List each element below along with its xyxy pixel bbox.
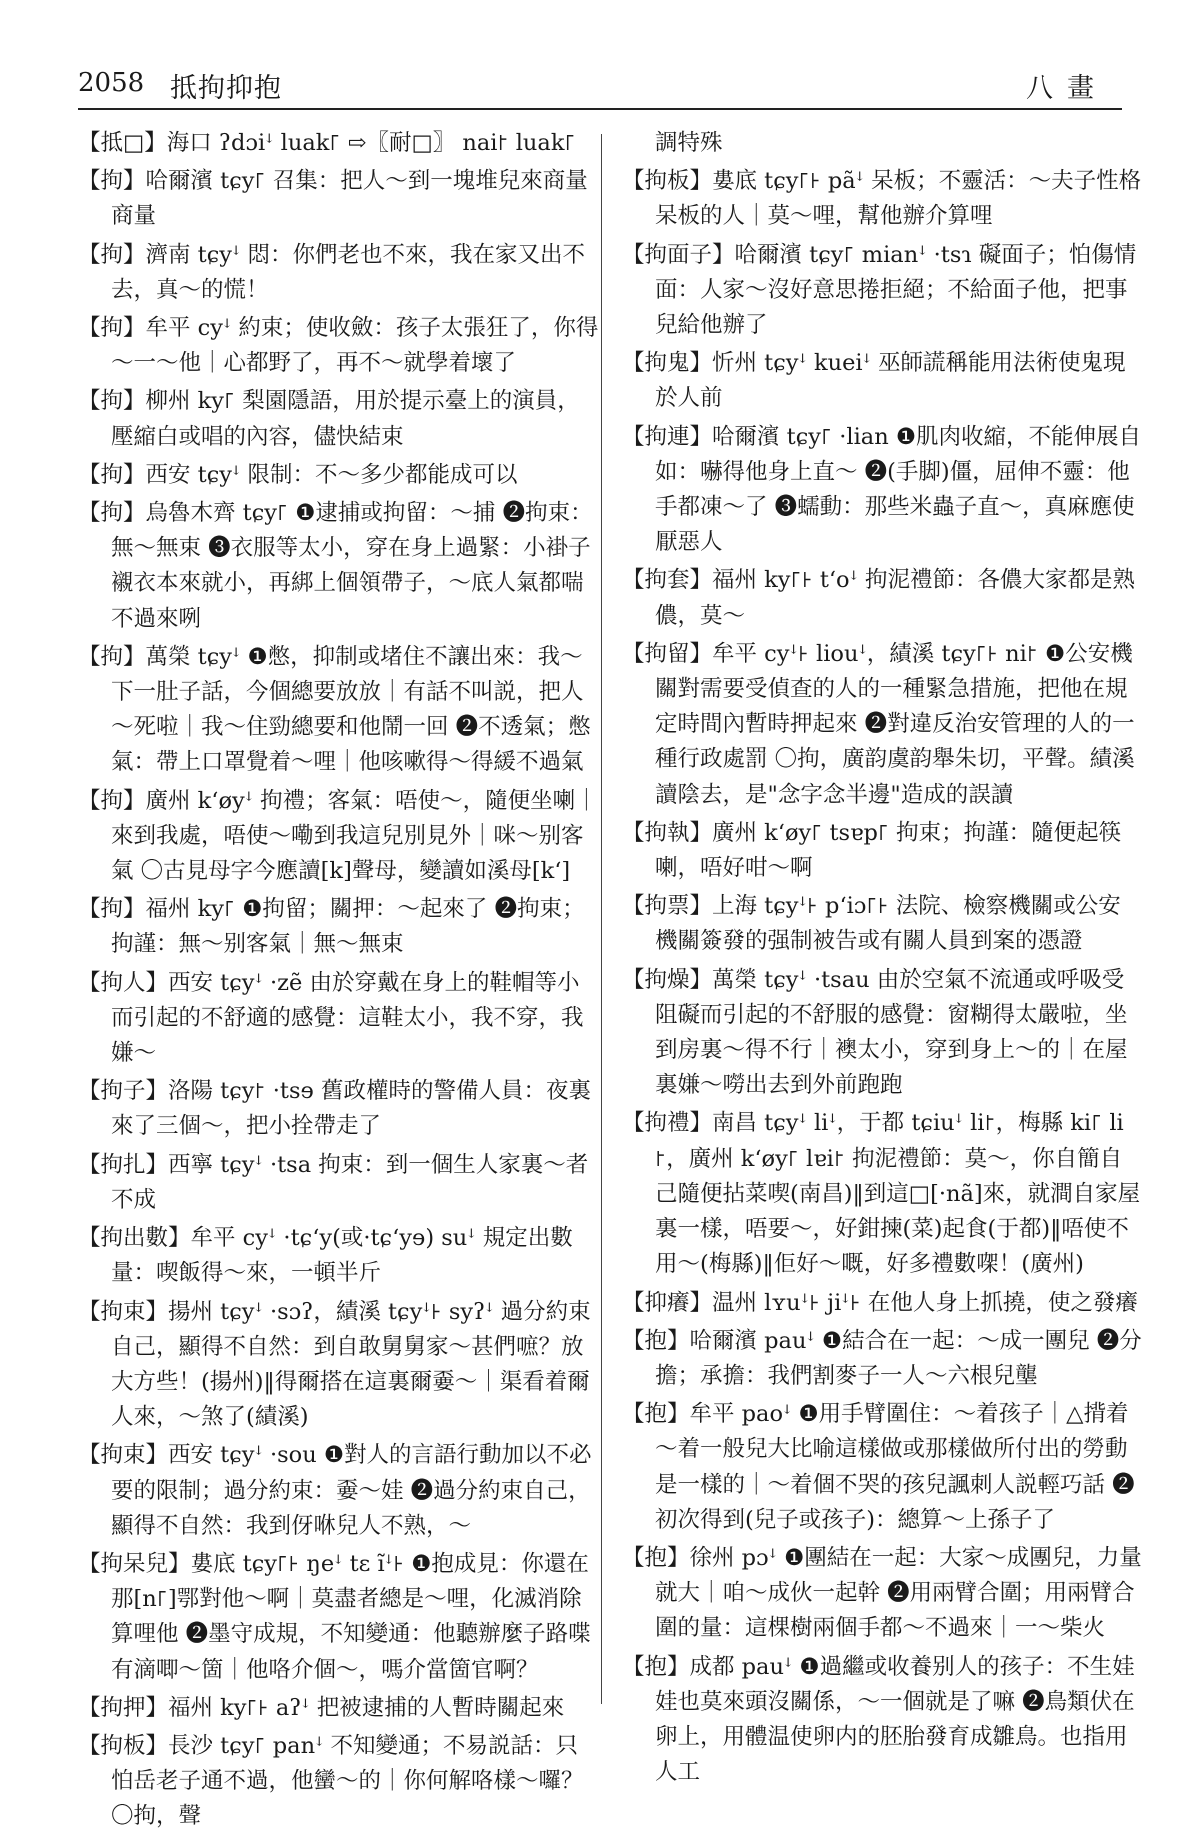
dictionary-entry: 【拘】萬榮 tɕyꜜ ❶憋，抑制或堵住不讓出來：我～下一肚子話，今個總要放放｜有話不叫説，把人～死啦｜我～住勁總要和他鬧一回 ❷不透氣；憋氣：帶上口罩覺着～哩｜他咳嗽得～得緩不過氣: [78, 643, 591, 776]
dictionary-entry: 【拘束】揚州 tɕyꜜ ·sɔʔ，績溪 tɕyꜜ꜔ syʔꜜ 過分約束自己，顯得不自然：到自敢舅舅家～甚們嗻？放大方些！(揚州)‖得爾搭在這裏爾嫑～｜渠看着爾人來，～煞了(績溪): [78, 1298, 591, 1431]
dictionary-entry: 【拘燥】萬榮 tɕyꜜ ·tsau 由於空氣不流通或呼吸受阻礙而引起的不舒服的感覺：窗糊得太嚴啦，坐到房裏～得不行｜襖太小，穿到身上～的｜在屋裏嫌～嘮出去到外前跑跑: [622, 966, 1128, 1099]
dictionary-entry: 【拘票】上海 tɕyꜜ꜔ pʻiɔ꜒꜔ 法院、檢察機關或公安機關簽發的强制被告或有關人員到案的憑證: [622, 893, 1121, 955]
dictionary-entry: 【拘】哈爾濱 tɕy꜒ 召集：把人～到一塊堆兒來商量商量: [78, 168, 588, 230]
dictionary-entry: 【拘連】哈爾濱 tɕy꜒ ·lian ❶肌肉收縮，不能伸展自如：嚇得他身上直～ ❷(手脚)僵，屈伸不靈：他手都凍～了 ❸蠕動：那些米蟲子直～，真麻應使厭惡人: [622, 423, 1142, 556]
dictionary-entry: 【拘呆兒】婁底 tɕy꜒꜔ ŋeꜜ tɛ ĩꜜ꜔ ❶抱成見：你還在那[n꜒]鄂對他～啊｜莫盡者總是～哩，化滅消除算哩他 ❷墨守成規，不知變通：他聽辦麼子路喋有滴唧～箇｜他咯介個～，嗎介當箇官啊？: [78, 1550, 591, 1683]
dictionary-entry: 【抱】徐州 pɔꜜ ❶團結在一起：大家～成團兒，力量就大｜咱～成伙一起幹 ❷用兩臂合圍；用兩臂合圍的量：這棵樹兩個手都～不過來｜一～柴火: [622, 1544, 1142, 1642]
page-number: 2058: [78, 68, 145, 98]
column-divider: [601, 134, 602, 1704]
dictionary-entry: 【拘束】西安 tɕyꜜ ·sou ❶對人的言語行動加以不必要的限制；過分約束：嫑～娃 ❷過分約束自己，顯得不自然：我到伢咻兒人不熟，～: [78, 1442, 592, 1539]
section-label: 八畫: [1026, 73, 1108, 104]
continued-text: 調特殊: [655, 130, 723, 156]
dictionary-entry: 【抱】哈爾濱 pauꜜ ❶結合在一起：～成一團兒 ❷分擔；承擔：我們割麥子一人～六根兒壟: [622, 1327, 1142, 1389]
dictionary-entry: 【抑癢】温州 lʏuꜜ꜔ jiꜜ꜔ 在他人身上抓撓，使之發癢: [622, 1289, 1138, 1316]
dictionary-entry: 【拘面子】哈爾濱 tɕy꜒ mianꜜ ·tsɿ 礙面子；怕傷情面：人家～沒好意思捲拒絕；不給面子他，把事兒給他辦了: [622, 241, 1137, 339]
left-column: [78, 126, 599, 1838]
dictionary-entry: 【拘子】洛陽 tɕy꜓ ·tsɘ 舊政權時的警備人員：夜裏來了三個～，把小拴帶走了: [78, 1078, 591, 1140]
right-column: [622, 126, 1143, 1793]
dictionary-entry: 【拘】廣州 kʻøyꜜ 拘禮；客氣：唔使～，隨便坐喇｜來到我處，唔使～嘞到我這兒別見外｜咪～别客氣 〇古見母字今應讀[k]聲母，變讀如溪母[kʻ]: [78, 787, 598, 885]
dictionary-entry: 【拘套】福州 ky꜒꜔ tʻoꜜ 拘泥禮節：各儂大家都是熟儂，莫～: [622, 567, 1136, 629]
dictionary-entry: 【抱】牟平 paoꜜ ❶用手臂圍住：～着孩子｜△揹着～着一般兒大比喻這樣做或那樣做所付出的勞動是一樣的｜～着個不哭的孩兒諷刺人説輕巧話 ❷初次得到(兒子或孩子)：總算～上孫子了: [622, 1401, 1135, 1533]
dictionary-entry: 【拘押】福州 ky꜒꜔ aʔꜜ 把被逮捕的人暫時關起來: [78, 1694, 565, 1721]
dictionary-entry: 【拘留】牟平 cyꜜ꜔ liouꜜ，績溪 tɕy꜒꜔ ni꜓ ❶公安機關對需要受偵查的人的一種緊急措施，把他在規定時間內暫時押起來 ❷對違反治安管理的人的一種行政處罰 〇拘，廣韵虞韵舉朱切，平聲。績溪讀陰去，是"念字念半邊"造成的誤讀: [622, 640, 1135, 808]
dictionary-entry: 【拘執】廣州 kʻøy꜒ tsɐp꜒ 拘束；拘謹：隨便起筷喇，唔好咁～啊: [622, 819, 1122, 882]
dictionary-entry: 【拘】濟南 tɕyꜜ 悶：你們老也不來，我在家又出不去，真～的慌！: [78, 241, 585, 303]
dictionary-entry: 【拘板】婁底 tɕy꜒꜔ pãꜜ 呆板；不靈活：～夫子性格呆板的人｜莫～哩，幫他辦介算哩: [622, 168, 1142, 230]
dictionary-entry: 【拘】西安 tɕyꜜ 限制：不～多少都能成可以: [78, 461, 518, 488]
header-headwords: 抵拘抑抱: [170, 73, 282, 104]
dictionary-entry: 【抵□】海口 ʔdɔiꜜ luak꜒ ⇨〖耐□〗 nai꜓ luak꜒: [78, 130, 576, 156]
dictionary-entry: 【拘禮】南昌 tɕyꜜ liꜜ，于都 tɕiuꜜ li꜓，梅縣 ki꜒ li꜓，廣州 kʻøy꜒ lɐi꜓ 拘泥禮節：莫～，你自簡自己隨便拈菜喫(南昌)‖到這□[·nã]來，就澗自家屋裏一樣，唔要～，好鉗揀(菜)起食(于都)‖唔使不用～(梅縣)‖佢好～嘅，好多禮數㗎！(廣州): [622, 1110, 1141, 1278]
dictionary-entry: 【拘人】西安 tɕyꜜ ·zẽ 由於穿戴在身上的鞋帽等小而引起的不舒適的感覺：這鞋太小，我不穿，我嫌～: [78, 969, 584, 1067]
dictionary-entry: 【拘】福州 ky꜒ ❶拘留；關押：～起來了 ❷拘束；拘謹：無～别客氣｜無～無束: [78, 896, 585, 958]
dictionary-entry: 【拘鬼】忻州 tɕyꜜ kueiꜜ 巫師謊稱能用法術使鬼現於人前: [622, 350, 1126, 412]
page-header: [78, 62, 1122, 106]
dictionary-entry: 【拘出數】牟平 cyꜜ ·tɕʻy(或·tɕʻyɘ) suꜜ 規定出數量：喫飯得～來，一頓半斤: [78, 1225, 573, 1287]
dictionary-entry: 【拘板】長沙 tɕy꜒ panꜜ 不知變通；不易説話：只怕岳老子通不過，他蠻～的｜你何解咯樣～囉？〇拘，聲: [78, 1732, 584, 1830]
dictionary-entry: 【抱】成都 pauꜜ ❶過繼或收養别人的孩子：不生娃娃也莫來頭沒關係，～一個就是了嘛 ❷鳥類伏在卵上，用體温使卵内的胚胎發育成雛鳥。也指用人工: [622, 1653, 1135, 1786]
dictionary-entry: 【拘】柳州 ky꜒ 梨園隱語，用於提示臺上的演員，壓縮白或唱的內容，儘快結束: [78, 388, 580, 450]
header-rule: [78, 108, 1122, 110]
dictionary-entry: 【拘】牟平 cyꜜ 約束；使收斂：孩子太張狂了，你得～一～他｜心都野了，再不～就學着壞了: [78, 315, 599, 377]
dictionary-entry: 【拘】烏魯木齊 tɕy꜒ ❶逮捕或拘留：～捕 ❷拘束：無～無束 ❸衣服等太小，穿在身上過緊：小褂子襯衣本來就小，再綁上個領帶子，～底人氣都喘不過來咧: [78, 500, 593, 632]
dictionary-entry: 【拘扎】西寧 tɕyꜜ ·tsa 拘束：到一個生人家裏～者不成: [78, 1151, 589, 1213]
